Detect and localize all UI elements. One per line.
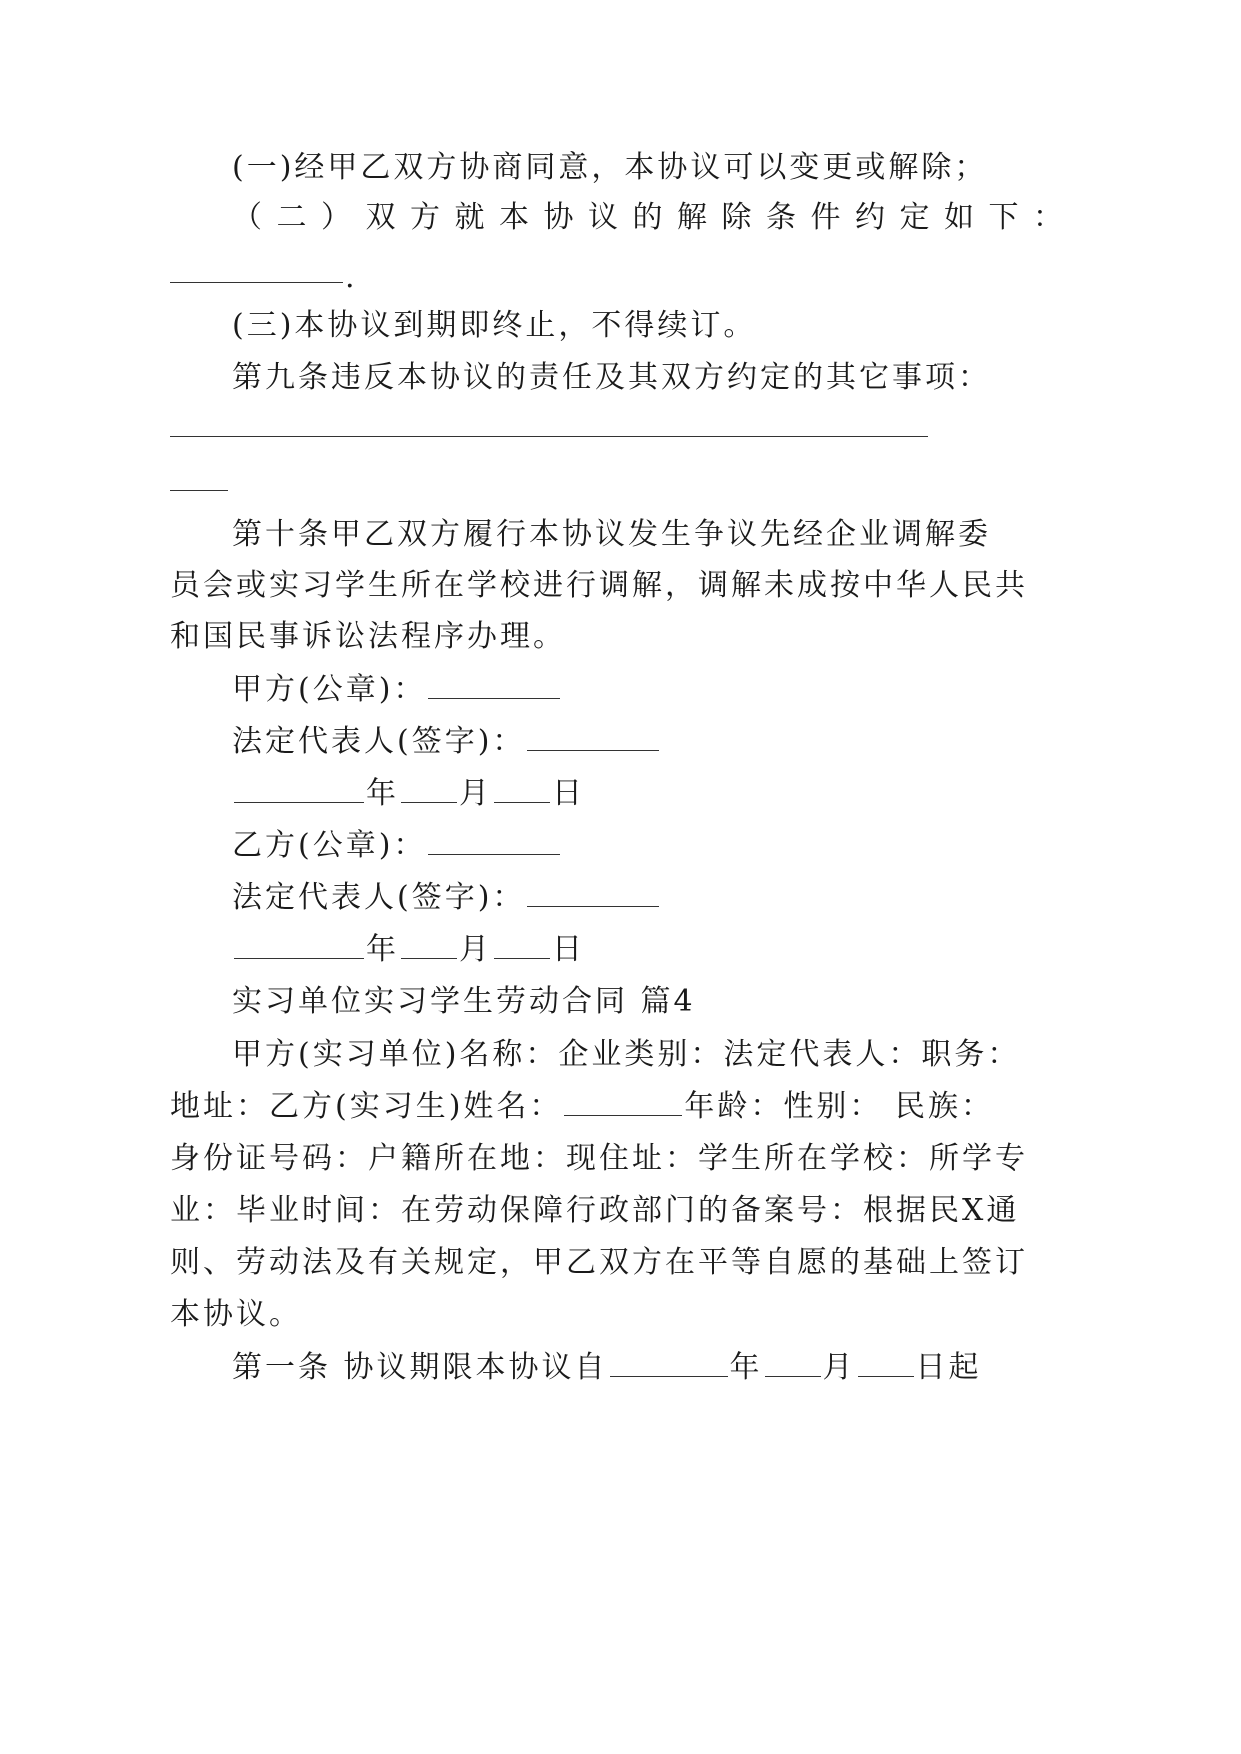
clause-item-3: (三)本协议到期即终止，不得续订。 bbox=[232, 308, 757, 343]
blank-line-article-9-b bbox=[170, 490, 228, 491]
intro-line-5: 则、劳动法及有关规定，甲乙双方在平等自愿的基础上签订 bbox=[170, 1245, 1028, 1280]
month-label: 月 bbox=[459, 776, 492, 811]
month-label: 月 bbox=[459, 932, 492, 967]
legal-rep-1-blank bbox=[527, 724, 659, 751]
year-label: 年 bbox=[366, 776, 399, 811]
intro-line-2a: 地址：乙方(实习生)姓名： bbox=[170, 1089, 563, 1124]
day-label: 日 bbox=[552, 776, 585, 811]
blank-line-article-9-a bbox=[170, 436, 928, 437]
party-a-seal-blank bbox=[428, 672, 560, 699]
clause-item-2-end: . bbox=[345, 260, 358, 295]
day-label: 日 bbox=[552, 932, 585, 967]
intro-line-2 bbox=[170, 1087, 994, 1127]
article-10-line-1: 第十条甲乙双方履行本协议发生争议先经企业调解委 bbox=[232, 517, 991, 552]
legal-rep-2 bbox=[232, 878, 661, 918]
start-month-blank bbox=[765, 1350, 821, 1377]
blank-line-termination-conditions bbox=[170, 282, 343, 283]
intro-line-1: 甲方(实习单位)名称：企业类别：法定代表人：职务： bbox=[232, 1037, 1021, 1072]
article-10-line-2: 员会或实习学生所在学校进行调解，调解未成按中华人民共 bbox=[170, 568, 1028, 603]
article-9: 第九条违反本协议的责任及其双方约定的其它事项： bbox=[232, 360, 991, 395]
section-title: 实习单位实习学生劳动合同 篇4 bbox=[232, 984, 696, 1019]
start-day-blank bbox=[858, 1350, 914, 1377]
legal-rep-2-blank bbox=[527, 880, 659, 907]
legal-rep-1 bbox=[232, 722, 661, 762]
intro-line-4: 业：毕业时间：在劳动保障行政部门的备案号：根据民X通 bbox=[170, 1193, 1020, 1228]
party-b-seal bbox=[232, 826, 562, 866]
intro-line-6: 本协议。 bbox=[170, 1297, 302, 1332]
intern-name-blank bbox=[564, 1089, 682, 1116]
month-blank bbox=[401, 932, 457, 959]
legal-rep-1-label: 法定代表人(签字)： bbox=[232, 724, 526, 759]
date-line-1 bbox=[232, 774, 585, 814]
party-a-seal bbox=[232, 670, 562, 710]
party-b-seal-blank bbox=[428, 828, 560, 855]
article-10-line-3: 和国民事诉讼法程序办理。 bbox=[170, 619, 566, 654]
intro-line-2b: 年龄：性别： 民族： bbox=[684, 1089, 994, 1124]
party-a-seal-label: 甲方(公章)： bbox=[232, 672, 427, 707]
clause-item-1: (一)经甲乙双方协商同意，本协议可以变更或解除； bbox=[232, 150, 988, 185]
day-blank bbox=[494, 932, 550, 959]
year-blank bbox=[234, 932, 364, 959]
party-b-seal-label: 乙方(公章)： bbox=[232, 828, 427, 863]
year-blank bbox=[234, 776, 364, 803]
legal-rep-2-label: 法定代表人(签字)： bbox=[232, 880, 526, 915]
start-day-label: 日起 bbox=[915, 1350, 982, 1385]
article-1-label: 第一条 协议期限本协议自 bbox=[232, 1350, 608, 1385]
intro-line-3: 身份证号码：户籍所在地：现住址：学生所在学校：所学专 bbox=[170, 1141, 1028, 1176]
day-blank bbox=[494, 776, 550, 803]
start-month-label: 月 bbox=[822, 1350, 856, 1385]
article-1 bbox=[232, 1348, 982, 1388]
year-label: 年 bbox=[366, 932, 399, 967]
start-year-blank bbox=[610, 1350, 728, 1377]
month-blank bbox=[401, 776, 457, 803]
clause-item-2: （二）双方就本协议的解除条件约定如下： bbox=[232, 200, 1078, 235]
start-year-label: 年 bbox=[729, 1350, 763, 1385]
date-line-2 bbox=[232, 930, 585, 970]
